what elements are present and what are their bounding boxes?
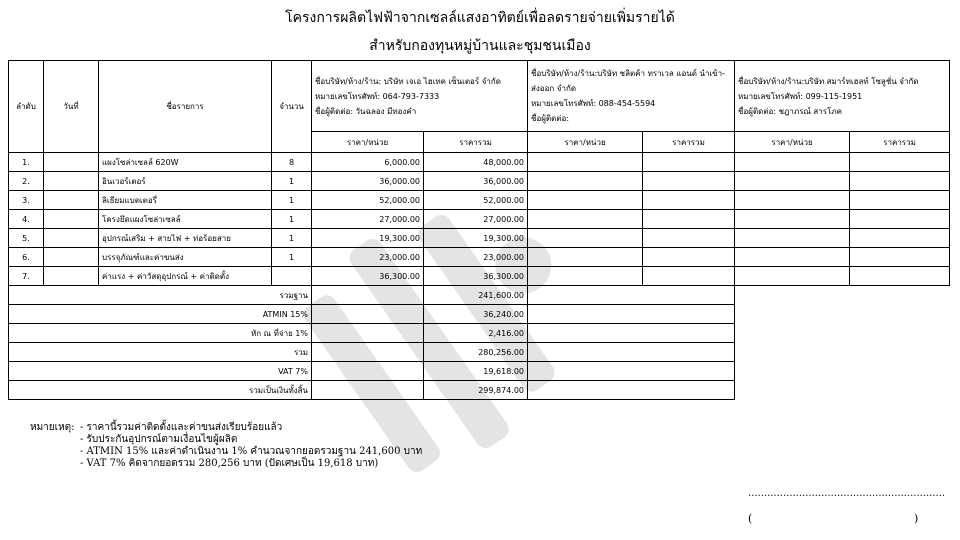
summary-spacer	[312, 381, 424, 400]
col-header-qty: จำนวน	[272, 61, 312, 153]
supplier-2-summary	[528, 381, 735, 400]
supplier-2-unit-header: ราคา/หน่วย	[528, 132, 643, 153]
signature-paren-close: )	[914, 512, 919, 525]
supplier-3-total	[850, 229, 950, 248]
summary-row	[9, 324, 950, 343]
summary-value: 280,256.00	[424, 343, 528, 362]
supplier-3-phone: หมายเลขโทรศัพท์: 099-115-1951	[738, 91, 863, 101]
supplier-3-total	[850, 267, 950, 286]
supplier-1-total: 48,000.00	[424, 153, 528, 172]
supplier-1-unit-price: 6,000.00	[312, 153, 424, 172]
supplier-3-info	[735, 61, 950, 132]
supplier-3-unit-price	[735, 172, 850, 191]
supplier-2-unit-price	[528, 153, 643, 172]
summary-label: รวม	[9, 343, 312, 362]
summary-value: 241,600.00	[424, 286, 528, 305]
supplier-2-unit-price	[528, 267, 643, 286]
item-name: โครงยึดแผงโซล่าเซลล์	[99, 210, 272, 229]
item-qty	[272, 267, 312, 286]
supplier-2-summary	[528, 362, 735, 381]
header-row	[9, 61, 950, 132]
supplier-2-contact: ชื่อผู้ติดต่อ:	[531, 114, 570, 123]
supplier-2-unit-price	[528, 210, 643, 229]
summary-label: ATMIN 15%	[9, 305, 312, 324]
note-line-2: - รับประกันอุปกรณ์ตามเงื่อนไขผู้ผลิต	[80, 434, 238, 445]
summary-row	[9, 381, 950, 400]
summary-value: 36,240.00	[424, 305, 528, 324]
item-date	[44, 229, 99, 248]
supplier-3-unit-price	[735, 191, 850, 210]
supplier-3-total-header: ราคารวม	[850, 132, 950, 153]
summary-label: VAT 7%	[9, 362, 312, 381]
supplier-2-summary	[528, 305, 735, 324]
item-date	[44, 248, 99, 267]
item-name: ลิเธียมแบตเตอรี่	[99, 191, 272, 210]
summary-row	[9, 305, 950, 324]
supplier-2-total	[643, 248, 735, 267]
supplier-1-info	[312, 61, 528, 132]
supplier-3-total	[850, 210, 950, 229]
document-title: โครงการผลิตไฟฟ้าจากเซลล์แสงอาทิตย์เพื่อลดรายจ่ายเพิ่มรายได้	[285, 10, 675, 26]
supplier-1-unit-price: 19,300.00	[312, 229, 424, 248]
summary-spacer	[312, 362, 424, 381]
supplier-1-unit-price: 23,000.00	[312, 248, 424, 267]
item-rows	[9, 153, 950, 286]
notes-block	[30, 422, 422, 470]
supplier-1-total-header: ราคารวม	[424, 132, 528, 153]
item-name: ค่าแรง + ค่าวัสดุอุปกรณ์ + ค่าติดตั้ง	[99, 267, 272, 286]
supplier-1-unit-price: 27,000.00	[312, 210, 424, 229]
supplier-2-total	[643, 172, 735, 191]
item-date	[44, 172, 99, 191]
item-qty: 1	[272, 172, 312, 191]
supplier-2-total	[643, 267, 735, 286]
item-qty: 1	[272, 210, 312, 229]
supplier-3-total	[850, 172, 950, 191]
item-name: อินเวอร์เตอร์	[99, 172, 272, 191]
summary-row	[9, 362, 950, 381]
item-no: 7.	[9, 267, 44, 286]
col-header-date: วันที่	[44, 61, 99, 153]
item-no: 3.	[9, 191, 44, 210]
summary-label: รวมฐาน	[9, 286, 312, 305]
supplier-1-phone: หมายเลขโทรศัพท์: 064-793-7333	[315, 91, 440, 101]
item-date	[44, 210, 99, 229]
supplier-1-contact: ชื่อผู้ติดต่อ: วันฉลอง มีทองคำ	[315, 106, 417, 116]
summary-rows	[9, 286, 950, 400]
table-row	[9, 267, 950, 286]
summary-label: หัก ณ ที่จ่าย 1%	[9, 324, 312, 343]
supplier-3-summary	[735, 362, 950, 381]
supplier-2-unit-price	[528, 172, 643, 191]
item-date	[44, 191, 99, 210]
summary-spacer	[312, 305, 424, 324]
item-no: 2.	[9, 172, 44, 191]
supplier-2-unit-price	[528, 191, 643, 210]
supplier-3-summary	[735, 324, 950, 343]
supplier-1-total: 27,000.00	[424, 210, 528, 229]
supplier-3-summary	[735, 305, 950, 324]
notes-label: หมายเหตุ:	[30, 422, 75, 433]
table-row	[9, 210, 950, 229]
supplier-3-contact: ชื่อผู้ติดต่อ: ชฎาภรณ์ สารโภค	[738, 106, 842, 116]
supplier-1-company: ชื่อบริษัท/ห้าง/ร้าน: บริษัท เจเอ ไฮเทค เซ็นเตอร์ จำกัด	[315, 76, 501, 86]
item-qty: 8	[272, 153, 312, 172]
supplier-3-unit-price	[735, 229, 850, 248]
summary-row	[9, 343, 950, 362]
table-row	[9, 229, 950, 248]
supplier-1-total: 19,300.00	[424, 229, 528, 248]
quotation-table	[8, 60, 950, 400]
note-line-3: - ATMIN 15% และค่าดำเนินงาน 1% คำนวณจากยอดรวมฐาน 241,600 บาท	[80, 446, 423, 457]
summary-value: 299,874.00	[424, 381, 528, 400]
summary-spacer	[312, 324, 424, 343]
supplier-1-total: 36,300.00	[424, 267, 528, 286]
supplier-1-unit-price: 52,000.00	[312, 191, 424, 210]
supplier-2-total	[643, 191, 735, 210]
supplier-2-info	[528, 61, 735, 132]
summary-row	[9, 286, 950, 305]
item-qty: 1	[272, 229, 312, 248]
item-date	[44, 267, 99, 286]
supplier-1-unit-header: ราคา/หน่วย	[312, 132, 424, 153]
supplier-3-summary	[735, 381, 950, 400]
table-row	[9, 172, 950, 191]
supplier-3-unit-price	[735, 267, 850, 286]
item-no: 5.	[9, 229, 44, 248]
supplier-3-summary	[735, 343, 950, 362]
item-name: อุปกรณ์เสริม + สายไฟ + ท่อร้อยสาย	[99, 229, 272, 248]
supplier-2-total-header: ราคารวม	[643, 132, 735, 153]
supplier-2-summary	[528, 286, 735, 305]
signature-paren-open: (	[748, 512, 753, 525]
supplier-3-unit-header: ราคา/หน่วย	[735, 132, 850, 153]
supplier-2-summary	[528, 324, 735, 343]
supplier-3-unit-price	[735, 248, 850, 267]
table-row	[9, 248, 950, 267]
item-name: บรรจุภัณฑ์และค่าขนส่ง	[99, 248, 272, 267]
supplier-1-unit-price: 36,000.00	[312, 172, 424, 191]
supplier-3-total	[850, 248, 950, 267]
summary-spacer	[312, 286, 424, 305]
item-qty: 1	[272, 248, 312, 267]
supplier-2-summary	[528, 343, 735, 362]
supplier-1-total: 23,000.00	[424, 248, 528, 267]
item-qty: 1	[272, 191, 312, 210]
supplier-1-total: 36,000.00	[424, 172, 528, 191]
supplier-1-total: 52,000.00	[424, 191, 528, 210]
supplier-2-company: ชื่อบริษัท/ห้าง/ร้าน:บริษัท ชลิตค้า ทราเวล แอนด์ นำเข้า-ส่งออก จำกัด	[531, 69, 726, 93]
supplier-2-total	[643, 153, 735, 172]
summary-label: รวมเป็นเงินทั้งสิ้น	[9, 381, 312, 400]
supplier-3-total	[850, 153, 950, 172]
summary-value: 19,618.00	[424, 362, 528, 381]
item-no: 6.	[9, 248, 44, 267]
note-line-4: - VAT 7% คิดจากยอดรวม 280,256 บาท (ปัดเศษเป็น 19,618 บาท)	[80, 458, 379, 469]
item-no: 4.	[9, 210, 44, 229]
item-name: แผงโซล่าเซลล์ 620W	[99, 153, 272, 172]
supplier-1-unit-price: 36,300.00	[312, 267, 424, 286]
supplier-2-total	[643, 210, 735, 229]
supplier-3-summary	[735, 286, 950, 305]
supplier-2-total	[643, 229, 735, 248]
col-header-item: ชื่อรายการ	[99, 61, 272, 153]
summary-value: 2,416.00	[424, 324, 528, 343]
table-row	[9, 191, 950, 210]
supplier-2-unit-price	[528, 248, 643, 267]
document-subtitle: สำหรับกองทุนหมู่บ้านและชุมชนเมือง	[369, 38, 591, 54]
supplier-3-company: ชื่อบริษัท/ห้าง/ร้าน:บริษัท สมาร์ทเฮลท์ โซลูชั่น จำกัด	[738, 76, 919, 86]
supplier-3-unit-price	[735, 210, 850, 229]
item-date	[44, 153, 99, 172]
table-row	[9, 153, 950, 172]
col-header-no: ลำดับ	[9, 61, 44, 153]
note-line-1: - ราคานี้รวมค่าติดตั้งและค่าขนส่งเรียบร้อยแล้ว	[80, 422, 283, 433]
signature-line: ..............................................................	[748, 488, 946, 499]
summary-spacer	[312, 343, 424, 362]
supplier-2-unit-price	[528, 229, 643, 248]
supplier-2-phone: หมายเลขโทรศัพท์: 088-454-5594	[531, 99, 656, 108]
item-no: 1.	[9, 153, 44, 172]
supplier-3-total	[850, 191, 950, 210]
supplier-3-unit-price	[735, 153, 850, 172]
